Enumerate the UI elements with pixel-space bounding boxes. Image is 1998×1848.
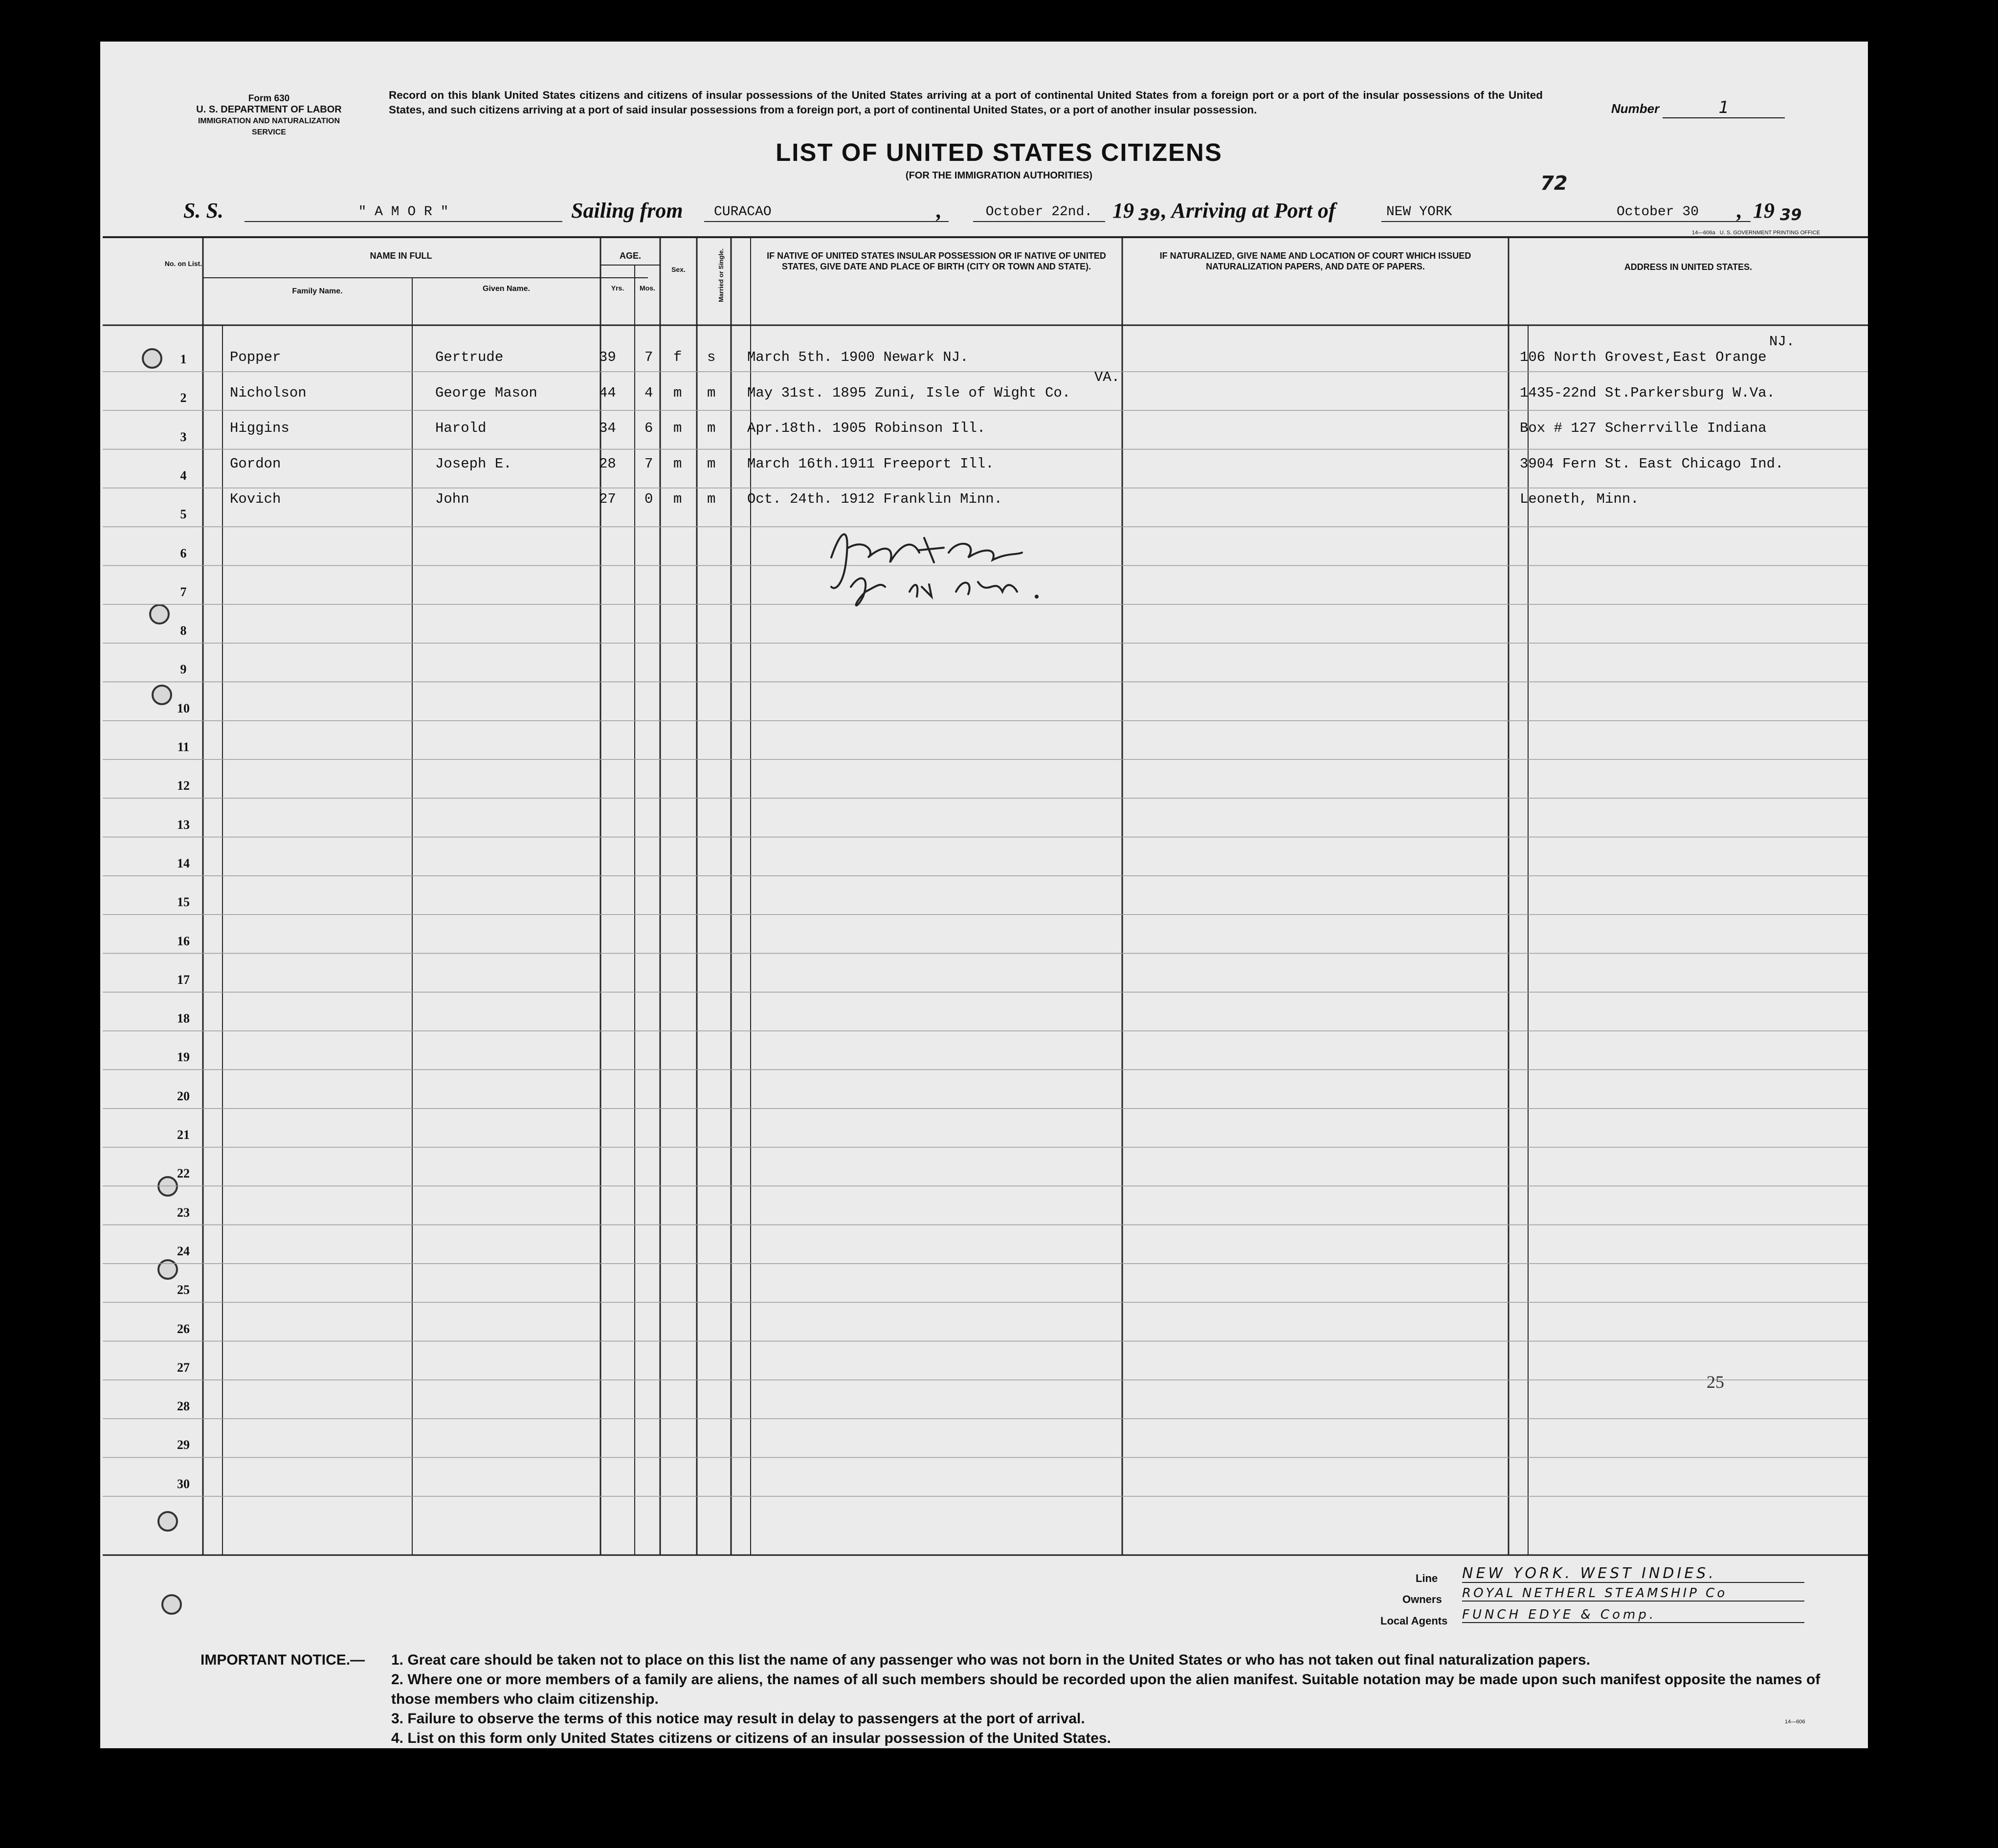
agents-value: FUNCH EDYE & Comp. [1462,1607,1804,1623]
row-number: 9 [180,662,187,677]
row-number: 8 [180,623,187,638]
sex-cell: m [673,456,682,472]
given-name-cell: George Mason [435,385,537,401]
sex-cell: m [673,420,682,436]
col-given-name: Given Name. [483,285,530,293]
address-cell: 3904 Fern St. East Chicago Ind. [1520,456,1784,472]
agents-label: Local Agents [1380,1615,1448,1627]
family-name-cell: Gordon [230,456,281,472]
age-months-cell: 7 [644,349,653,365]
age-years-cell: 28 [599,456,616,472]
row-number: 19 [177,1050,190,1065]
address-cell: Box # 127 Scherrville Indiana [1520,420,1767,436]
sex-cell: f [673,349,682,365]
row-number: 7 [180,584,187,599]
notice-heading: IMPORTANT NOTICE.— [200,1652,365,1668]
comma-separator: , [1737,199,1742,223]
comma-separator: , [936,199,942,223]
row-number: 24 [177,1244,190,1258]
number-label: Number [1611,101,1660,116]
owners-label: Owners [1402,1593,1442,1605]
col-years: Yrs. [611,284,624,292]
row-number: 20 [177,1089,190,1103]
row-number: 26 [177,1321,190,1336]
printing-office-text: U. S. GOVERNMENT PRINTING OFFICE [1719,230,1820,236]
address-state-note: NJ. [1769,334,1795,350]
arrival-year-prefix: 19 [1753,199,1775,223]
age-months-cell: 7 [644,456,653,472]
col-name-in-full: NAME IN FULL [370,251,432,261]
sailing-date: October 22nd. [973,204,1105,222]
sailing-port: CURACAO [704,204,949,222]
notice-item: 4. List on this form only United States citizens or citizens of an insular possession of the United States. [391,1730,1111,1746]
given-name-cell: Joseph E. [435,456,512,472]
notice-item: 1. Great care should be taken not to place on this list the name of any passenger who was not born in the United States or who has not taken out final naturalization papers. [391,1652,1591,1668]
age-years-cell: 39 [599,349,616,365]
row-number: 3 [180,429,187,444]
birth-place-cell: March 5th. 1900 Newark NJ. [747,349,969,365]
owners-value: ROYAL NETHERL STEAMSHIP Co [1462,1586,1804,1602]
address-cell: 106 North Grovest,East Orange [1520,349,1767,365]
given-name-cell: John [435,491,469,507]
row-number: 5 [180,507,187,522]
row-number: 2 [180,391,187,405]
page-annotation: 72 [1540,172,1568,195]
age-months-cell: 6 [644,420,653,436]
col-sex: Sex. [671,266,686,273]
ship-name: " A M O R " [244,204,562,222]
given-name-cell: Gertrude [435,349,504,365]
marital-status-cell: m [707,491,716,507]
birth-state-note: VA. [1094,369,1120,385]
given-name-cell: Harold [435,420,487,436]
col-family-name: Family Name. [292,287,343,295]
row-number: 4 [180,468,187,483]
col-married-single: Married or Single. [717,248,725,302]
row-number: 29 [177,1438,190,1452]
inspector-signature [821,518,1115,616]
ss-label: S. S. [183,199,223,223]
family-name-cell: Kovich [230,491,281,507]
row-number: 22 [177,1166,190,1181]
row-number: 23 [177,1205,190,1220]
number-value: 1 [1663,98,1785,118]
family-name-cell: Nicholson [230,385,307,401]
age-years-cell: 44 [599,385,616,401]
col-months: Mos. [640,284,655,292]
row-number: 10 [177,701,190,715]
age-years-cell: 34 [599,420,616,436]
notice-item: 2. Where one or more members of a family are aliens, the names of all such members should be recorded upon the alien manifest. Suitable notation may be made upon such manifest opposite the names of those members who claim citizenship. [391,1671,1820,1707]
birth-place-cell: March 16th.1911 Freeport Ill. [747,456,994,472]
birth-place-cell: May 31st. 1895 Zuni, Isle of Wight Co. [747,385,1071,401]
service-name: IMMIGRATION AND NATURALIZATION SERVICE [198,117,340,136]
line-label: Line [1416,1572,1438,1584]
row-number: 27 [177,1360,190,1375]
age-years-cell: 27 [599,491,616,507]
sex-cell: m [673,491,682,507]
row-number: 25 [177,1283,190,1297]
notice-item: 3. Failure to observe the terms of this notice may result in delay to passengers at the port of arrival. [391,1711,1085,1727]
marital-status-cell: m [707,420,716,436]
intro-instructions: Record on this blank United States citizens and citizens of insular possessions of the United States arriving at a port of continental United States from a foreign port or a port of the insular possessions of the United States, and such citizens arriving at a port of said insular possessions from a foreign port, a port of continental United States, or a port of another insular possession. [389,89,1543,116]
row-number: 1 [180,352,187,366]
col-address: ADDRESS IN UNITED STATES. [1624,262,1753,272]
address-cell: Leoneth, Minn. [1520,491,1639,507]
birth-place-cell: Apr.18th. 1905 Robinson Ill. [747,420,986,436]
row-number: 17 [177,972,190,987]
arrival-port: NEW YORK [1381,204,1567,222]
row-number: 14 [177,856,190,870]
stamp-number: 25 [1707,1372,1724,1392]
row-number: 21 [177,1128,190,1142]
family-name-cell: Higgins [230,420,289,436]
marital-status-cell: m [707,456,716,472]
footer-print-code: 14—606 [1785,1719,1805,1725]
page-subtitle: (FOR THE IMMIGRATION AUTHORITIES) [905,170,1093,181]
sailing-year: 39 [1138,205,1160,224]
birth-place-cell: Oct. 24th. 1912 Franklin Minn. [747,491,1003,507]
col-naturalized: IF NATURALIZED, GIVE NAME AND LOCATION OF COURT WHICH ISSUED NATURALIZATION PAPERS, AND DATE OF PAPERS. [1159,251,1471,271]
arriving-text: Arriving at Port of [1171,199,1336,223]
row-number: 6 [180,546,187,560]
row-number: 13 [177,817,190,832]
page-title: LIST OF UNITED STATES CITIZENS [776,138,1222,166]
age-months-cell: 4 [644,385,653,401]
marital-status-cell: m [707,385,716,401]
department-name: U. S. DEPARTMENT OF LABOR [196,104,342,115]
arriving-label: , Arriving at Port of [1161,199,1336,223]
row-number: 30 [177,1476,190,1491]
family-name-cell: Popper [230,349,281,365]
age-months-cell: 0 [644,491,653,507]
col-age: AGE. [619,251,641,261]
line-value: NEW YORK. WEST INDIES. [1462,1565,1804,1583]
notice-items [391,1650,1824,1748]
arrival-date: October 30 [1565,204,1751,222]
col-birth: IF NATIVE OF UNITED STATES INSULAR POSSESSION OR IF NATIVE OF UNITED STATES, GIVE DATE AND PLACE OF BIRTH (CITY OR TOWN AND STATE). [767,251,1106,271]
row-number: 16 [177,934,190,948]
row-number: 15 [177,895,190,910]
address-cell: 1435-22nd St.Parkersburg W.Va. [1520,385,1776,401]
sailing-from-label: Sailing from [571,199,683,223]
marital-status-cell: s [707,349,716,365]
row-number: 18 [177,1011,190,1026]
sex-cell: m [673,385,682,401]
row-number: 28 [177,1399,190,1414]
arrival-year: 39 [1780,205,1802,224]
form-number: Form 630 [248,93,290,104]
print-code-text: 14—606a [1692,230,1715,236]
row-number: 11 [177,740,190,754]
sailing-year-prefix: 19 [1112,199,1134,223]
col-no-on-list: No. on List. [164,260,202,267]
row-number: 12 [177,779,190,793]
